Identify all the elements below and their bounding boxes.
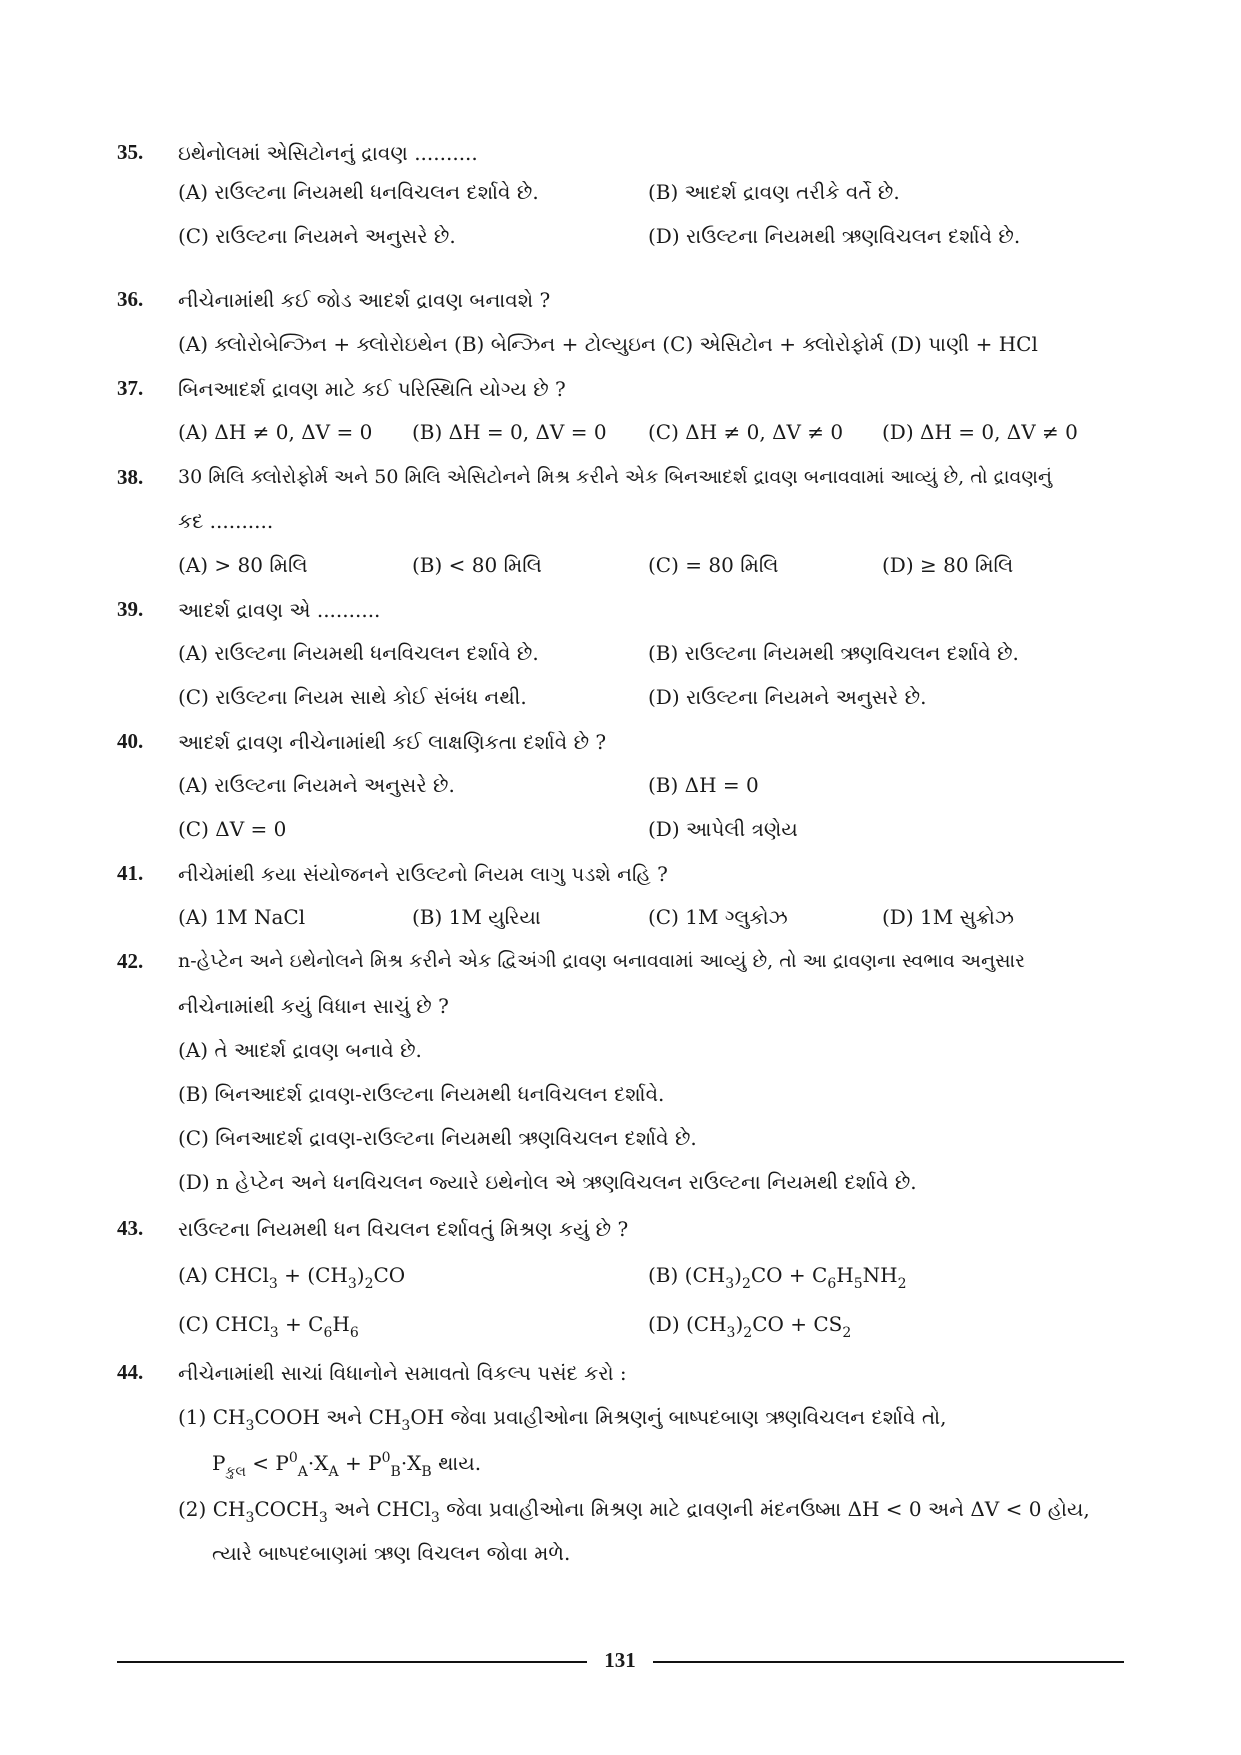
question-text: 30 મિલિ ક્લોરોફોર્મ અને 50 મિલિ એસિટોનને મિશ્ર કરીને એક બિનઆદર્શ દ્રાવણ બનાવવામાં આવ્યું છે, તો દ્રાવણનું <box>178 466 1053 488</box>
question-text: ઇથેનોલમાં એસિટોનનું દ્રાવણ .......... <box>178 141 478 165</box>
option-b: (B) રાઉલ્ટના નિયમથી ઋણવિચલન દર્શાવે છે. <box>648 641 1019 665</box>
option-d: (D) રાઉલ્ટના નિયમને અનુસરે છે. <box>648 685 927 709</box>
statement-label: (1) <box>178 1405 207 1429</box>
question-text: આદર્શ દ્રાવણ એ .......... <box>178 598 381 622</box>
question-number: 42. <box>117 949 144 973</box>
option-d: (D) આપેલી ત્રણેય <box>648 817 798 841</box>
option-a: (A) 1M NaCl <box>178 905 306 929</box>
statement-label: (2) <box>178 1497 207 1521</box>
statement-text: અને <box>334 1497 371 1521</box>
question-text-continued: નીચેનામાંથી કયું વિધાન સાચું છે ? <box>178 994 449 1018</box>
question-text-continued: કદ .......... <box>178 509 274 533</box>
option-b: (B) આદર્શ દ્રાવણ તરીકે વર્તે છે. <box>648 180 900 204</box>
question-number: 43. <box>117 1216 144 1240</box>
option-c: (C) રાઉલ્ટના નિયમને અનુસરે છે. <box>178 224 456 248</box>
question-number: 37. <box>117 376 144 400</box>
option-d: (D) $(CH_3)_2CO + CS_2$ <box>648 1312 852 1341</box>
question-text: નીચેનામાંથી કઈ જોડ આદર્શ દ્રાવણ બનાવશે ? <box>178 288 551 312</box>
question-text: n-હેપ્ટેન અને ઇથેનોલને મિશ્ર કરીને એક દ્વિઅંગી દ્રાવણ બનાવવામાં આવ્યું છે, તો આ દ્રાવણના સ્વભાવ અનુસાર <box>178 950 1026 972</box>
question-text: નીચેમાંથી કયા સંયોજનને રાઉલ્ટનો નિયમ લાગુ પડશે નહિ ? <box>178 862 668 886</box>
footer-rule-right <box>653 1661 1124 1663</box>
question-number: 41. <box>117 861 144 885</box>
subscript-total: કુલ <box>225 1464 246 1480</box>
option-b: (B) ΔH = 0, ΔV = 0 <box>412 420 607 444</box>
question-number: 36. <box>117 287 144 311</box>
footer-rule-left <box>117 1661 587 1663</box>
statement-text: જેવા પ્રવાહીઓના મિશ્રણ માટે દ્રાવણની મંદનઉષ્મા ΔH < 0 અને ΔV < 0 હોય, <box>446 1497 1090 1521</box>
option-a: (A) > 80 મિલિ <box>178 553 308 577</box>
option-a: (A) રાઉલ્ટના નિયમને અનુસરે છે. <box>178 773 455 797</box>
option-label: (C) <box>178 1312 209 1336</box>
option-b: (B) 1M યુરિયા <box>412 905 541 929</box>
question-number: 40. <box>117 729 144 753</box>
option-d: (D) 1M સુક્રોઝ <box>882 905 1014 929</box>
option-d: (D) ΔH = 0, ΔV ≠ 0 <box>882 420 1078 444</box>
question-text: આદર્શ દ્રાવણ નીચેનામાંથી કઈ લાક્ષણિકતા દર્શાવે છે ? <box>178 730 607 754</box>
question-number: 38. <box>117 465 144 489</box>
option-label: (A) <box>178 1263 209 1287</box>
option-d: (D) રાઉલ્ટના નિયમથી ઋણવિચલન દર્શાવે છે. <box>648 224 1021 248</box>
option-a: (A) રાઉલ્ટના નિયમથી ધનવિચલન દર્શાવે છે. <box>178 180 539 204</box>
option-c: (C) બિનઆદર્શ દ્રાવણ-રાઉલ્ટના નિયમથી ઋણવિચલન દર્શાવે છે. <box>178 1126 697 1150</box>
option-a: (A) CHCl$_3$ + $(CH_3)_2CO$ <box>178 1263 406 1292</box>
option-b: (B) ΔH = 0 <box>648 773 759 797</box>
option-c: (C) ΔH ≠ 0, ΔV ≠ 0 <box>648 420 844 444</box>
statement-1: (1) $CH_3COOH$ અને $CH_3OH$ જેવા પ્રવાહીઓના મિશ્રણનું બાષ્પદબાણ ઋણવિચલન દર્શાવે તો, <box>178 1405 947 1434</box>
page-number: 131 <box>604 1648 636 1672</box>
option-c: (C) = 80 મિલિ <box>648 553 779 577</box>
option-c: (C) ΔV = 0 <box>178 817 287 841</box>
option-c: (C) રાઉલ્ટના નિયમ સાથે કોઈ સંબંધ નથી. <box>178 685 527 709</box>
option-label: (D) <box>648 1312 680 1336</box>
option-a: (A) રાઉલ્ટના નિયમથી ધનવિચલન દર્શાવે છે. <box>178 641 539 665</box>
option-b: (B) બિનઆદર્શ દ્રાવણ-રાઉલ્ટના નિયમથી ધનવિચલન દર્શાવે. <box>178 1082 665 1106</box>
question-number: 35. <box>117 140 144 164</box>
option-a: (A) તે આદર્શ દ્રાવણ બનાવે છે. <box>178 1038 422 1062</box>
question-number: 39. <box>117 597 144 621</box>
options-line: (A) ક્લોરોબેન્ઝિન + ક્લોરોઇથેન (B) બેન્ઝિન + ટોલ્યુઇન (C) એસિટોન + ક્લોરોફોર્મ (D) પાણી + HCl <box>178 332 1038 356</box>
option-b: (B) $(CH_3)_2CO + C_6H_5NH_2$ <box>648 1263 907 1292</box>
option-c: (C) 1M ગ્લુકોઝ <box>648 905 788 929</box>
question-text: નીચેનામાંથી સાચાં વિધાનોને સમાવતો વિકલ્પ પસંદ કરો : <box>178 1361 627 1385</box>
statement-2: (2) $CH_3COCH_3$ અને CHCl$_3$ જેવા પ્રવાહીઓના મિશ્રણ માટે દ્રાવણની મંદનઉષ્મા ΔH < 0 અને ΔV < 0 હોય, <box>178 1497 1090 1526</box>
option-label: (B) <box>648 1263 679 1287</box>
option-d: (D) n હેપ્ટેન અને ધનવિચલન જ્યારે ઇથેનોલ એ ઋણવિચલન રાઉલ્ટના નિયમથી દર્શાવે છે. <box>178 1170 917 1194</box>
option-b: (B) < 80 મિલિ <box>412 553 542 577</box>
option-a: (A) ΔH ≠ 0, ΔV = 0 <box>178 420 373 444</box>
statement-text: થાય. <box>438 1451 482 1475</box>
statement-1-equation: $P_{કુલ} < P^0_A\cdot X_A + P^0_B\cdot X_B$ થાય. <box>212 1450 482 1480</box>
question-text: બિનઆદર્શ દ્રાવણ માટે કઈ પરિસ્થિતિ યોગ્ય છે ? <box>178 377 566 401</box>
option-d: (D) ≥ 80 મિલિ <box>882 553 1014 577</box>
question-number: 44. <box>117 1360 144 1384</box>
question-text: રાઉલ્ટના નિયમથી ધન વિચલન દર્શાવતું મિશ્રણ કયું છે ? <box>178 1217 629 1241</box>
option-c: (C) CHCl$_3$ + $C_6H_6$ <box>178 1312 359 1341</box>
statement-text: જેવા પ્રવાહીઓના મિશ્રણનું બાષ્પદબાણ ઋણવિચલન દર્શાવે તો, <box>450 1405 947 1429</box>
statement-2-continued: ત્યારે બાષ્પદબાણમાં ઋણ વિચલન જોવા મળે. <box>212 1541 571 1565</box>
statement-text: અને <box>326 1405 363 1429</box>
